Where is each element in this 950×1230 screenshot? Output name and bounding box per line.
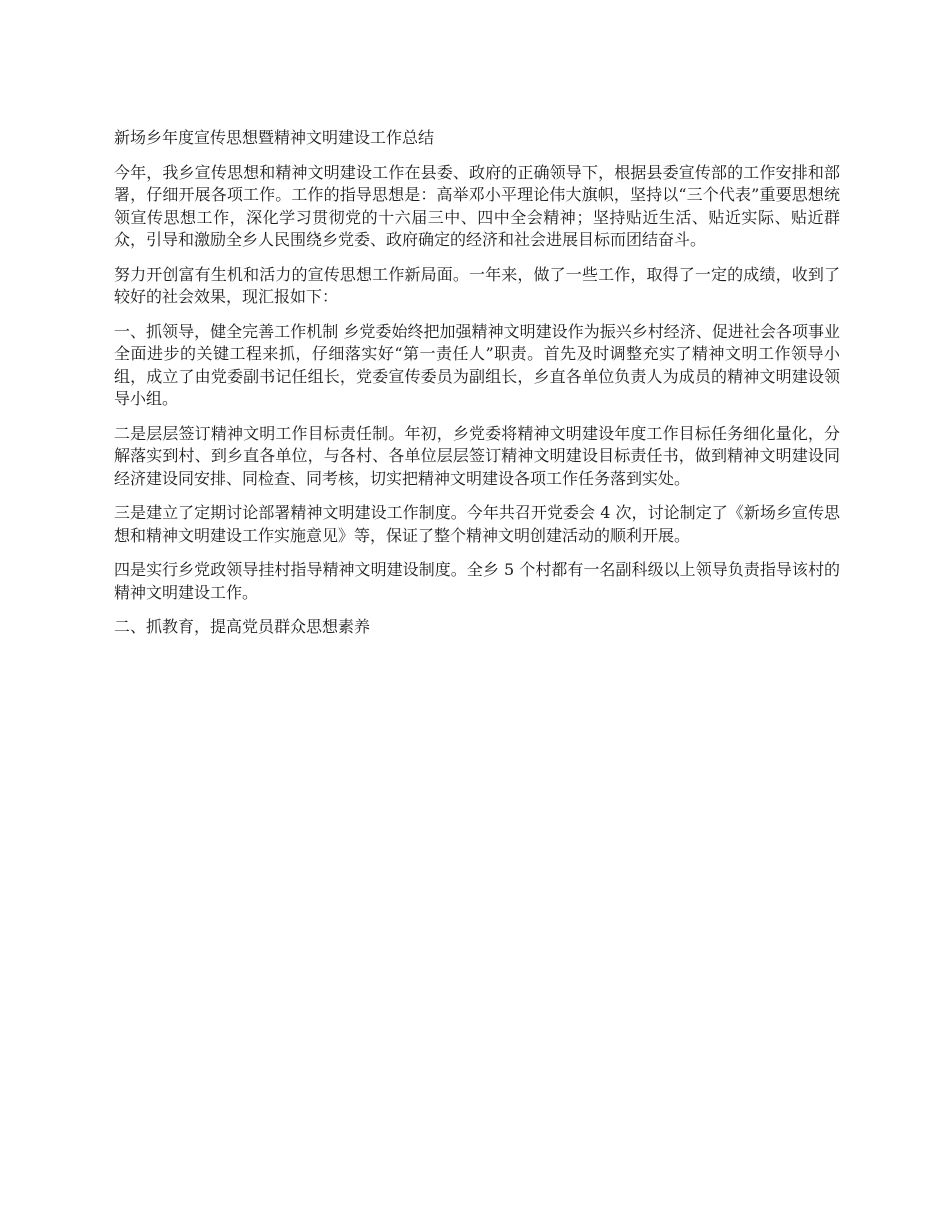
section-heading-2: 二、抓教育，提高党员群众思想素养 [114,617,371,636]
paragraph-intro: 今年，我乡宣传思想和精神文明建设工作在县委、政府的正确领导下，根据县委宣传部的工作安排和部署，仔细开展各项工作。工作的指导思想是：高举邓小平理论伟大旗帜，坚持以“三个代表”重要思想统领宣传思想工作，深化学习贯彻党的十六届三中、四中全会精神；坚持贴近生活、贴近实际、贴近群众，引导和激励全乡人民围绕乡党委、政府确定的经济和社会进展目标而团结奋斗。 [114,162,840,249]
paragraph-summary: 努力开创富有生机和活力的宣传思想工作新局面。一年来，做了一些工作，取得了一定的成绩，收到了较好的社会效果，现汇报如下： [114,264,840,306]
document-body [114,127,840,651]
document-title: 新场乡年度宣传思想暨精神文明建设工作总结 [114,128,435,147]
paragraph-section-1: 一、抓领导，健全完善工作机制 乡党委始终把加强精神文明建设作为振兴乡村经济、促进社会各项事业全面进步的关键工程来抓，仔细落实好“第一责任人”职责。首先及时调整充实了精神文明工作领导小组，成立了由党委副书记任组长，党委宣传委员为副组长，乡直各单位负责人为成员的精神文明建设领导小组。 [114,321,840,408]
paragraph-point-3: 三是建立了定期讨论部署精神文明建设工作制度。今年共召开党委会 4 次，讨论制定了《新场乡宣传思想和精神文明建设工作实施意见》等，保证了整个精神文明创建活动的顺利开展。 [114,503,840,545]
paragraph-point-4: 四是实行乡党政领导挂村指导精神文明建设制度。全乡 5 个村都有一名副科级以上领导负责指导该村的精神文明建设工作。 [114,560,840,602]
paragraph-point-2: 二是层层签订精神文明工作目标责任制。年初，乡党委将精神文明建设年度工作目标任务细化量化，分解落实到村、到乡直各单位，与各村、各单位层层签订精神文明建设目标责任书，做到精神文明建设同经济建设同安排、同检查、同考核，切实把精神文明建设各项工作任务落到实处。 [114,423,840,488]
